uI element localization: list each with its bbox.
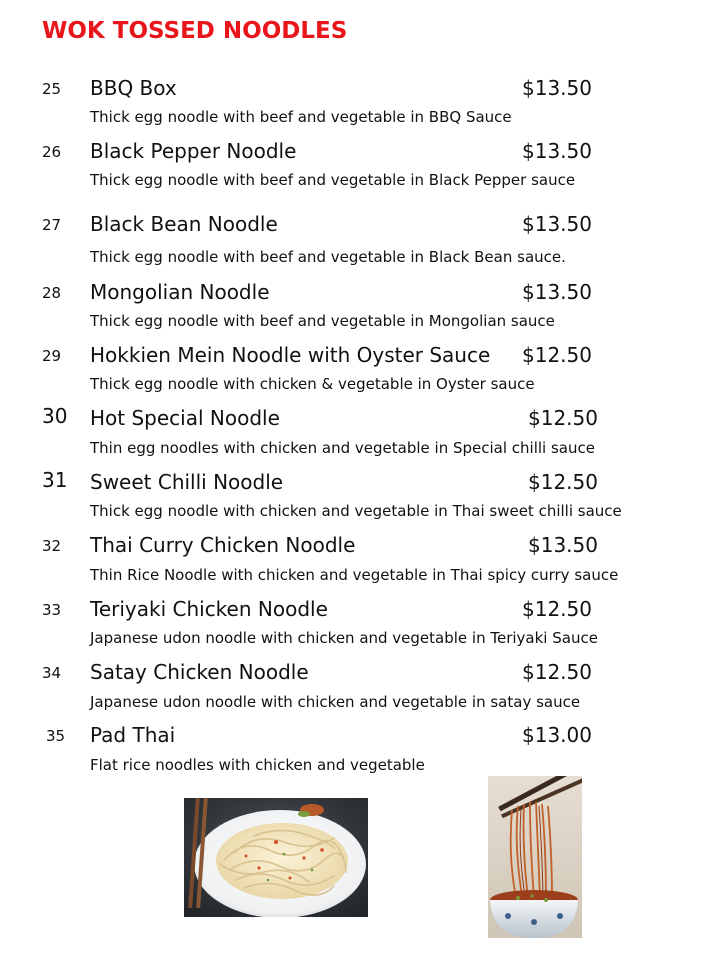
lifted-noodle-bowl-photo (488, 776, 582, 938)
item-number: 26 (42, 143, 62, 161)
item-description: Thin egg noodles with chicken and vegetable in Special chilli sauce (90, 439, 595, 457)
item-description: Thick egg noodle with chicken & vegetable in Oyster sauce (90, 375, 535, 393)
item-number: 28 (42, 284, 62, 302)
item-description: Thick egg noodle with chicken and vegetable in Thai sweet chilli sauce (90, 502, 622, 520)
item-description: Thick egg noodle with beef and vegetable in BBQ Sauce (90, 108, 512, 126)
item-name: BBQ Box (90, 76, 177, 100)
item-price: $12.50 (528, 470, 598, 494)
item-price: $13.50 (522, 139, 592, 163)
item-price: $13.50 (522, 212, 592, 236)
item-number: 25 (42, 80, 62, 98)
item-number: 31 (42, 468, 68, 492)
item-description: Thin Rice Noodle with chicken and vegetable in Thai spicy curry sauce (90, 566, 619, 584)
item-name: Thai Curry Chicken Noodle (90, 533, 356, 557)
item-price: $13.50 (528, 533, 598, 557)
item-name: Hot Special Noodle (90, 406, 280, 430)
item-description: Thick egg noodle with beef and vegetable in Black Bean sauce. (90, 248, 566, 266)
item-price: $12.50 (528, 406, 598, 430)
item-description: Thick egg noodle with beef and vegetable in Mongolian sauce (90, 312, 555, 330)
item-name: Black Pepper Noodle (90, 139, 297, 163)
udon-noodle-photo (184, 798, 368, 917)
menu-title: WOK TOSSED NOODLES (42, 18, 348, 44)
item-number: 33 (42, 601, 62, 619)
item-number: 29 (42, 347, 62, 365)
item-name: Black Bean Noodle (90, 212, 278, 236)
item-name: Teriyaki Chicken Noodle (90, 597, 328, 621)
item-description: Flat rice noodles with chicken and vegetable (90, 756, 425, 774)
item-price: $12.50 (522, 660, 592, 684)
item-name: Sweet Chilli Noodle (90, 470, 284, 494)
item-price: $12.50 (522, 343, 592, 367)
item-number: 34 (42, 664, 62, 682)
item-price: $13.50 (522, 280, 592, 304)
item-description: Japanese udon noodle with chicken and vegetable in satay sauce (90, 693, 581, 711)
item-number: 30 (42, 404, 68, 428)
item-number: 32 (42, 537, 62, 555)
item-price: $12.50 (522, 597, 592, 621)
item-price: $13.00 (522, 723, 592, 747)
item-price: $13.50 (522, 76, 592, 100)
item-description: Japanese udon noodle with chicken and vegetable in Teriyaki Sauce (90, 629, 598, 647)
item-name: Pad Thai (90, 723, 176, 747)
item-number: 35 (46, 727, 66, 745)
item-description: Thick egg noodle with beef and vegetable in Black Pepper sauce (90, 171, 576, 189)
item-name: Mongolian Noodle (90, 280, 270, 304)
item-name: Satay Chicken Noodle (90, 660, 309, 684)
item-name: Hokkien Mein Noodle with Oyster Sauce (90, 343, 491, 367)
item-number: 27 (42, 216, 62, 234)
